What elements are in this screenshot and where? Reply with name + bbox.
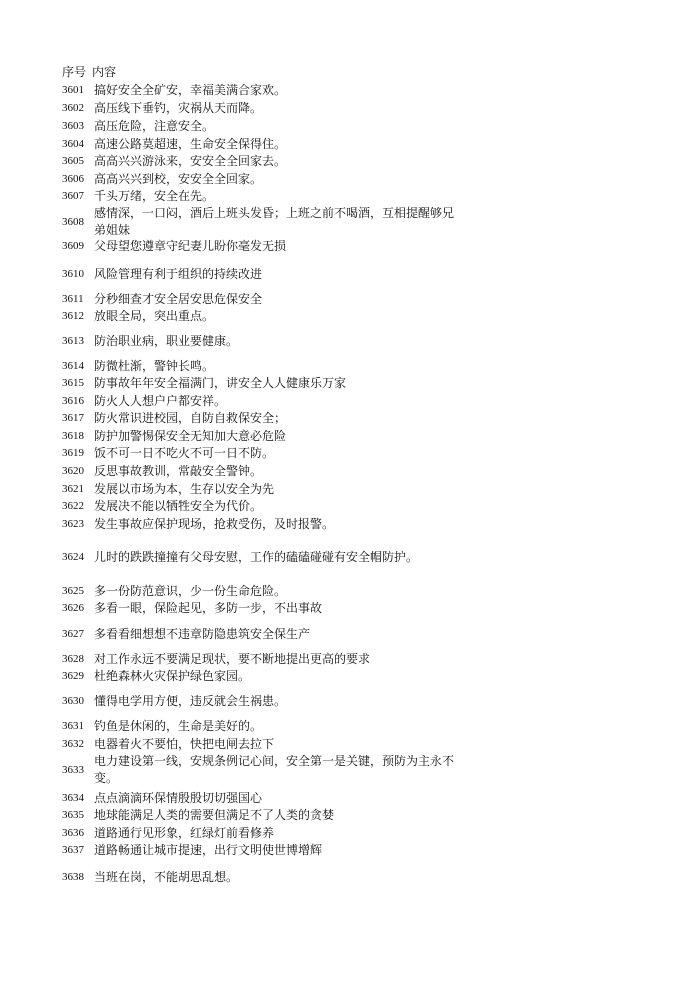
item-number: 3617 bbox=[62, 412, 84, 424]
item-number: 3636 bbox=[62, 827, 84, 839]
item-text: 电器着火不要怕，快把电闸去拉下 bbox=[94, 737, 275, 751]
item-text: 高高兴兴到校，安安全全回家。 bbox=[94, 172, 263, 186]
list-item bbox=[62, 825, 462, 842]
list-item bbox=[62, 481, 462, 498]
item-text: 钓鱼是休闲的，生命是美好的。 bbox=[94, 719, 263, 733]
item-number: 3623 bbox=[62, 518, 84, 530]
item-text: 防微杜渐，警钟长鸣。 bbox=[94, 359, 215, 373]
item-number: 3607 bbox=[62, 190, 84, 202]
item-number: 3613 bbox=[62, 335, 84, 347]
item-number: 3605 bbox=[62, 155, 84, 167]
list-item bbox=[62, 171, 462, 188]
item-text: 杜绝森林火灾保护绿色家园。 bbox=[94, 669, 251, 683]
item-number: 3633 bbox=[62, 763, 84, 776]
number-column-header: 序号 bbox=[62, 65, 87, 79]
item-text: 反思事故教训，常敲安全警钟。 bbox=[94, 464, 263, 478]
item-text: 发展决不能以牺牲安全为代价。 bbox=[94, 499, 263, 513]
list-item bbox=[62, 842, 462, 859]
list-item bbox=[62, 205, 462, 239]
list-item bbox=[62, 807, 462, 824]
item-text: 防火常识进校园，自防自救保安全； bbox=[94, 411, 287, 425]
item-number: 3631 bbox=[62, 720, 84, 732]
item-number: 3608 bbox=[62, 215, 84, 228]
item-text: 饭不可一日不吃火不可一日不防。 bbox=[94, 446, 275, 460]
item-number: 3603 bbox=[62, 120, 84, 132]
list-item bbox=[62, 375, 462, 392]
item-number: 3604 bbox=[62, 138, 84, 150]
list-item bbox=[62, 626, 462, 643]
table-header bbox=[62, 64, 116, 80]
item-number: 3618 bbox=[62, 430, 84, 442]
list-item bbox=[62, 188, 462, 205]
item-text: 地球能满足人类的需要但满足不了人类的贪婪 bbox=[94, 808, 335, 822]
item-text: 多一份防范意识，少一份生命危险。 bbox=[94, 584, 287, 598]
item-text: 电力建设第一线，安规条例记心间，安全第一是关键，预防为主永不变。 bbox=[94, 754, 455, 785]
item-text: 高压线下垂钓，灾祸从天而降。 bbox=[94, 101, 263, 115]
item-number: 3610 bbox=[62, 268, 84, 280]
item-text: 防事故年年安全福满门，讲安全人人健康乐万家 bbox=[94, 376, 347, 390]
list-item bbox=[62, 266, 462, 283]
item-number: 3638 bbox=[62, 871, 84, 883]
item-number: 3619 bbox=[62, 447, 84, 459]
item-text: 儿时的跌跌撞撞有父母安慰，工作的磕磕碰碰有安全帽防护。 bbox=[94, 550, 419, 564]
item-number: 3637 bbox=[62, 844, 84, 856]
item-number: 3612 bbox=[62, 310, 84, 322]
list-item bbox=[62, 753, 462, 787]
content-column-header: 内容 bbox=[92, 65, 117, 79]
list-item bbox=[62, 333, 462, 350]
item-text: 多看看细想想不违章防隐患筑安全保生产 bbox=[94, 627, 311, 641]
item-text: 千头万绪，安全在先。 bbox=[94, 189, 215, 203]
item-number: 3602 bbox=[62, 102, 84, 114]
item-number: 3626 bbox=[62, 602, 84, 614]
item-number: 3615 bbox=[62, 377, 84, 389]
list-item bbox=[62, 869, 462, 886]
list-item bbox=[62, 445, 462, 462]
list-item bbox=[62, 82, 462, 99]
list-item bbox=[62, 358, 462, 375]
item-number: 3632 bbox=[62, 738, 84, 750]
item-number: 3614 bbox=[62, 360, 84, 372]
list-item bbox=[62, 790, 462, 807]
item-number: 3622 bbox=[62, 500, 84, 512]
list-item bbox=[62, 600, 462, 617]
list-item bbox=[62, 136, 462, 153]
item-text: 防护加警惕保安全无知加大意必危险 bbox=[94, 429, 287, 443]
item-number: 3629 bbox=[62, 670, 84, 682]
item-text: 发展以市场为本，生存以安全为先 bbox=[94, 482, 275, 496]
item-number: 3606 bbox=[62, 173, 84, 185]
list-item bbox=[62, 463, 462, 480]
item-number: 3634 bbox=[62, 792, 84, 804]
item-text: 防治职业病，职业要健康。 bbox=[94, 334, 239, 348]
item-number: 3621 bbox=[62, 483, 84, 495]
item-number: 3625 bbox=[62, 585, 84, 597]
list-item bbox=[62, 651, 462, 668]
item-number: 3616 bbox=[62, 395, 84, 407]
item-number: 3609 bbox=[62, 240, 84, 252]
item-text: 懂得电学用方便，违反就会生祸患。 bbox=[94, 694, 287, 708]
item-text: 高高兴兴游泳来，安安全全回家去。 bbox=[94, 154, 287, 168]
list-item bbox=[62, 291, 462, 308]
item-number: 3635 bbox=[62, 809, 84, 821]
item-text: 高压危险，注意安全。 bbox=[94, 119, 215, 133]
item-text: 当班在岗，不能胡思乱想。 bbox=[94, 870, 239, 884]
item-number: 3624 bbox=[62, 551, 84, 563]
item-text: 点点滴滴环保情殷殷切切强国心 bbox=[94, 791, 263, 805]
item-text: 发生事故应保护现场，抢救受伤，及时报警。 bbox=[94, 517, 335, 531]
item-text: 多看一眼，保险起见，多防一步，不出事故 bbox=[94, 601, 323, 615]
item-text: 父母望您遵章守纪妻儿盼你毫发无损 bbox=[94, 239, 287, 253]
item-text: 放眼全局，突出重点。 bbox=[94, 309, 215, 323]
item-number: 3630 bbox=[62, 695, 84, 707]
list-item bbox=[62, 718, 462, 735]
list-item bbox=[62, 668, 462, 685]
list-item bbox=[62, 498, 462, 515]
list-item bbox=[62, 308, 462, 325]
item-number: 3611 bbox=[62, 293, 84, 305]
item-number: 3601 bbox=[62, 84, 84, 96]
item-text: 感情深，一口闷，酒后上班头发昏；上班之前不喝酒，互相提醒够兄弟姐妹 bbox=[94, 206, 455, 237]
item-text: 防火人人想户户都安祥。 bbox=[94, 394, 227, 408]
item-number: 3628 bbox=[62, 653, 84, 665]
item-number: 3627 bbox=[62, 628, 84, 640]
list-item bbox=[62, 238, 462, 255]
item-text: 对工作永远不要满足现状，要不断地提出更高的要求 bbox=[94, 652, 371, 666]
list-item bbox=[62, 549, 462, 566]
item-text: 高速公路莫超速，生命安全保得住。 bbox=[94, 137, 287, 151]
item-text: 道路畅通让城市提速，出行文明使世博增辉 bbox=[94, 843, 323, 857]
list-item bbox=[62, 693, 462, 710]
list-item bbox=[62, 153, 462, 170]
list-item bbox=[62, 583, 462, 600]
list-item bbox=[62, 410, 462, 427]
item-text: 搞好安全全矿安，幸福美满合家欢。 bbox=[94, 83, 287, 97]
list-item bbox=[62, 736, 462, 753]
list-item bbox=[62, 100, 462, 117]
item-text: 分秒细查才安全居安思危保安全 bbox=[94, 292, 263, 306]
list-item bbox=[62, 393, 462, 410]
item-number: 3620 bbox=[62, 465, 84, 477]
list-item bbox=[62, 118, 462, 135]
list-item bbox=[62, 428, 462, 445]
item-text: 风险管理有利于组织的持续改进 bbox=[94, 267, 263, 281]
list-item bbox=[62, 516, 462, 533]
item-text: 道路通行见形象，红绿灯前看修养 bbox=[94, 826, 275, 840]
